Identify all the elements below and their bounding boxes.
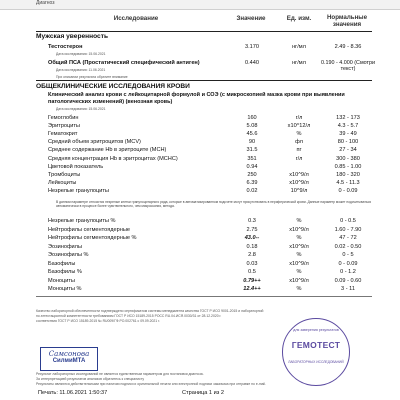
table-row <box>0 278 400 286</box>
row-value: 3.170 <box>245 44 259 50</box>
section-divider <box>36 80 372 81</box>
table-row <box>0 269 400 277</box>
row-norm: 0 - 1.2 <box>340 269 356 275</box>
row-norm: 0 - 0.5 <box>340 218 356 224</box>
signature-stamp <box>40 347 98 371</box>
row-note: При описании результата обратите внимание <box>56 75 128 79</box>
table-row <box>0 188 400 196</box>
laboratory-seal <box>282 318 350 386</box>
row-unit: х10^9/л <box>289 260 309 267</box>
row-unit: г/л <box>295 155 303 162</box>
row-value: 43.0-- <box>244 235 260 241</box>
row-value: 0.94 <box>246 163 258 170</box>
row-norm: 80 - 100 <box>337 139 359 146</box>
table-row <box>0 261 400 269</box>
row-value: 45.6 <box>246 131 258 138</box>
column-header-norm: Нормальные значения <box>326 14 368 28</box>
row-name: Гемоглобин <box>48 115 79 121</box>
header-divider <box>36 31 372 32</box>
bottom-note-1: Результат лабораторных исследований не является единственным параметром для постановки диагноза. <box>36 372 204 376</box>
row-unit: х10^9/л <box>289 179 309 186</box>
row-name: Общий ПСА (Простатический специфический антиген) <box>48 60 200 66</box>
row-value: 0.03 <box>246 260 258 267</box>
row-name: Эозинофилы <box>48 243 82 250</box>
row-value: 250 <box>247 171 257 178</box>
page-number: Страница 1 из 2 <box>182 390 224 396</box>
bottom-note-2: За интерпретацией результатов анализов обратитесь к специалисту <box>36 377 145 381</box>
column-header-value: Значение <box>236 15 266 22</box>
row-value: 0.18 <box>246 243 258 250</box>
row-name: Эритроциты <box>48 123 80 130</box>
table-row <box>0 131 400 139</box>
row-date: Дата исследования: 11.06.2021 <box>56 68 106 72</box>
row-unit: нг/мл <box>292 60 306 66</box>
row-norm: 132 - 173 <box>336 115 360 121</box>
row-name: Гематокрит <box>48 131 78 138</box>
seal-top-text: для заверения результатов <box>293 328 339 332</box>
row-norm: 4.5 - 11.3 <box>336 179 360 186</box>
row-name: Тестостерон <box>48 44 83 50</box>
row-unit: % <box>296 269 302 275</box>
table-row <box>0 252 400 260</box>
table-row <box>0 147 400 155</box>
row-unit: 10^9/л <box>290 187 308 194</box>
legal-line-3: соответствия ГОСТ Р ИСО 15189-2015 № RU009/ГФ.PO.002761 с 09.09.2021 г. <box>36 319 160 323</box>
table-row <box>0 235 400 243</box>
row-unit: % <box>296 252 302 258</box>
table-row <box>0 172 400 180</box>
row-norm: 39 - 49 <box>339 131 357 138</box>
row-norm: 1.60 - 7.90 <box>334 226 362 233</box>
row-value: 160 <box>247 115 257 121</box>
row-name: Средний объем эритроцитов (MCV) <box>48 139 141 146</box>
table-row <box>0 123 400 131</box>
seal-bottom-text: ЛАБОРАТОРНЫХ ИССЛЕДОВАНИЙ <box>288 360 344 364</box>
row-norm: 0.190 - 4.000 (Смотри текст) <box>320 60 376 73</box>
row-norm: 0 - 0.09 <box>338 260 358 267</box>
row-value: 0.5 <box>248 269 256 275</box>
row-unit: нг/мл <box>292 44 306 50</box>
row-norm: 0 - 5 <box>342 252 354 258</box>
section-male-title: Мужская уверенность <box>36 33 108 40</box>
row-value: 2.8 <box>248 252 256 258</box>
row-norm: 2.49 - 8.36 <box>334 44 362 50</box>
row-unit: фл <box>295 139 303 146</box>
row-norm: 300 - 380 <box>336 155 360 162</box>
address-bar[interactable] <box>0 0 400 10</box>
row-unit: г/л <box>295 115 303 121</box>
row-unit: х10^9/л <box>289 171 309 178</box>
row-value: 0.440 <box>245 60 259 66</box>
row-name: Цветовой показатель <box>48 163 104 170</box>
table-row <box>0 180 400 188</box>
row-value: 0.02 <box>246 187 258 194</box>
blood-test-title: Клинический анализ крови с лейкоцитарной формулой и СОЭ (с микроскопией мазка крови при выявлении патологических изменений) (венозная кровь) <box>48 92 345 105</box>
row-value: 0.79++ <box>243 277 261 284</box>
table-row <box>0 218 400 226</box>
row-date: Дата исследования: 15.06.2021 <box>56 52 106 56</box>
table-row <box>0 164 400 172</box>
seal-brand: ГЕМОТЕСТ <box>291 340 341 350</box>
table-row <box>0 115 400 123</box>
row-unit: х10^9/л <box>289 243 309 250</box>
row-norm: 47 - 72 <box>339 235 357 241</box>
row-value: 31.5 <box>246 147 258 154</box>
row-value: 12.4++ <box>243 286 261 292</box>
row-name: Моноциты <box>48 277 75 284</box>
bottom-note-3: Результаты являются действительными при наличии подписи и оригинальной печати или электронной подписи заказчика при отправке по e-mail. <box>36 382 266 386</box>
row-norm: 0.02 - 0.50 <box>334 243 362 250</box>
row-name: Эозинофилы % <box>48 252 89 258</box>
address-text: Диагноз <box>36 0 55 6</box>
row-name: Моноциты % <box>48 286 82 292</box>
legal-line-1: Качество лабораторной обеспеченности подтверждено сертификатом системы менеджмента качества ГОСТ Р ИСО 9001-2015 и лабораторной <box>36 309 264 313</box>
legal-line-2: по аттестационной компетентности требованиям ГОСТ Р ИСО 15189-2015 РОСС RU.04.ИСЯ.0030/31 от 28.12.2020 г. <box>36 314 222 318</box>
table-row <box>0 44 400 52</box>
section-clinical-title: ОБЩЕКЛИНИЧЕСКИЕ ИССЛЕДОВАНИЯ КРОВИ <box>36 83 190 90</box>
row-name: Нейтрофилы сегментоядерные <box>48 226 130 233</box>
row-value: 0.3 <box>248 218 256 224</box>
row-unit: % <box>296 235 302 241</box>
row-unit: % <box>296 286 302 292</box>
row-unit: % <box>296 218 302 224</box>
row-name: Базофилы <box>48 260 76 267</box>
row-name: Незрелые гранулоциты % <box>48 218 116 224</box>
row-name: Нейтрофилы сегментоядерные % <box>48 235 137 241</box>
row-norm: 180 - 320 <box>336 171 360 178</box>
row-unit: х10^9/л <box>289 226 309 233</box>
row-name: Средняя концентрация Hb в эритроцитах (MCHC) <box>48 155 178 162</box>
row-norm: 0.09 - 0.60 <box>334 277 362 284</box>
print-time: Печать: 11.06.2021 1:50:37 <box>38 390 108 396</box>
row-norm: 27 - 34 <box>339 147 357 154</box>
blood-test-date: Дата исследования: 15.06.2021 <box>56 107 106 111</box>
row-name: Базофилы % <box>48 269 82 275</box>
row-value: 90 <box>248 139 256 146</box>
row-unit: пг <box>296 147 302 154</box>
table-row <box>0 156 400 164</box>
row-norm: 3 - 11 <box>341 286 355 292</box>
table-row <box>0 244 400 252</box>
footer-divider <box>36 296 372 297</box>
row-value: 351 <box>247 155 257 162</box>
row-norm: 4.3 - 5.7 <box>337 123 359 130</box>
signature-name: СилмиМТА <box>52 358 86 364</box>
table-row <box>0 139 400 147</box>
row-unit: % <box>296 131 302 138</box>
table-row <box>0 227 400 235</box>
signature-script: Самсонова <box>48 350 90 358</box>
row-name: Тромбоциты <box>48 171 81 178</box>
row-value: 2.75 <box>246 226 258 233</box>
column-header-unit: Ед. изм. <box>286 15 312 22</box>
row-unit: х10^12/л <box>287 123 311 130</box>
table-row <box>0 286 400 294</box>
row-name: Лейкоциты <box>48 179 77 186</box>
immature-granulocyte-note: В данном параметре относится незрелые клетки гранулоцитарного ряда, которые в автоматизированном подсчете могут присутствовать в периферической крови. Данные параметр может подсчитываться автоматически в процессе более чувствительного, чем микроскопия, метода. <box>56 200 372 209</box>
row-norm: 0.85 - 1.00 <box>334 163 362 170</box>
row-value: 5.08 <box>246 123 258 130</box>
column-header-study: Исследование <box>113 15 159 22</box>
row-unit: х10^9/л <box>289 277 309 284</box>
row-name: Среднее содержание Hb в эритроците (MCH) <box>48 147 167 154</box>
row-value: 6.39 <box>246 179 258 186</box>
row-name: Незрелые гранулоциты <box>48 187 109 194</box>
row-norm: 0 - 0.09 <box>338 187 358 194</box>
